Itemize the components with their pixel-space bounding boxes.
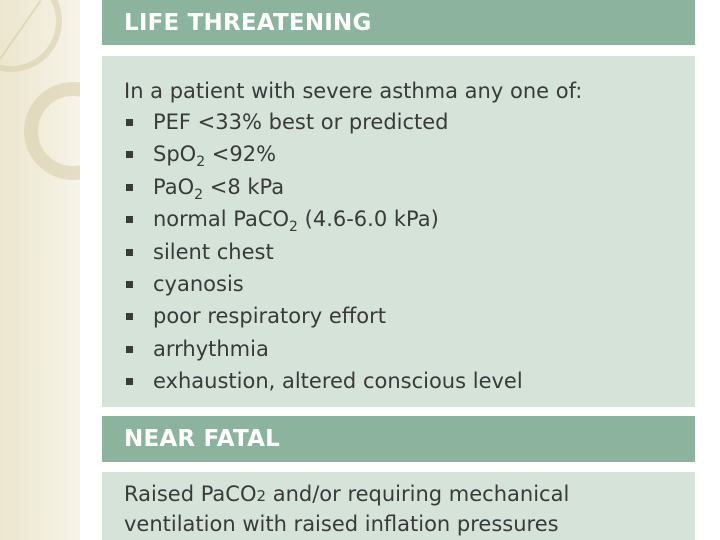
- bullet-icon: [126, 216, 133, 223]
- near-fatal-box: [102, 472, 695, 540]
- life-threatening-box: [102, 56, 695, 407]
- life-threatening-header: LIFE THREATENING: [102, 0, 695, 45]
- list-item: PEF <33% best or predicted: [124, 108, 523, 140]
- list-item: silent chest: [124, 238, 523, 270]
- list-item: exhaustion, altered conscious level: [124, 367, 523, 399]
- bullet-icon: [126, 184, 133, 191]
- bullet-icon: [126, 313, 133, 320]
- criteria-list: [124, 108, 523, 400]
- bullet-icon: [126, 346, 133, 353]
- decorative-ring: [24, 82, 80, 180]
- near-fatal-text: [124, 480, 569, 538]
- bullet-icon: [126, 281, 133, 288]
- list-item: PaO$_2$ <8 kPa: [124, 173, 523, 205]
- bullet-icon: [126, 378, 133, 385]
- life-threatening-intro: In a patient with severe asthma any one of:: [124, 79, 583, 103]
- list-item: cyanosis: [124, 270, 523, 302]
- near-fatal-header: NEAR FATAL: [102, 416, 695, 462]
- near-fatal-line-2: ventilation with raised inflation pressures: [124, 512, 559, 536]
- list-item: normal PaCO$_2$ (4.6-6.0 kPa): [124, 205, 523, 237]
- bullet-icon: [126, 249, 133, 256]
- bullet-icon: [126, 151, 133, 158]
- list-item: poor respiratory effort: [124, 302, 523, 334]
- bullet-icon: [126, 119, 133, 126]
- slide-content: [102, 0, 695, 540]
- list-item: arrhythmia: [124, 335, 523, 367]
- list-item: SpO$_2$ <92%: [124, 140, 523, 172]
- decorative-side-strip: [0, 0, 80, 540]
- near-fatal-line-1: Raised PaCO2 and/or requiring mechanical: [124, 482, 570, 506]
